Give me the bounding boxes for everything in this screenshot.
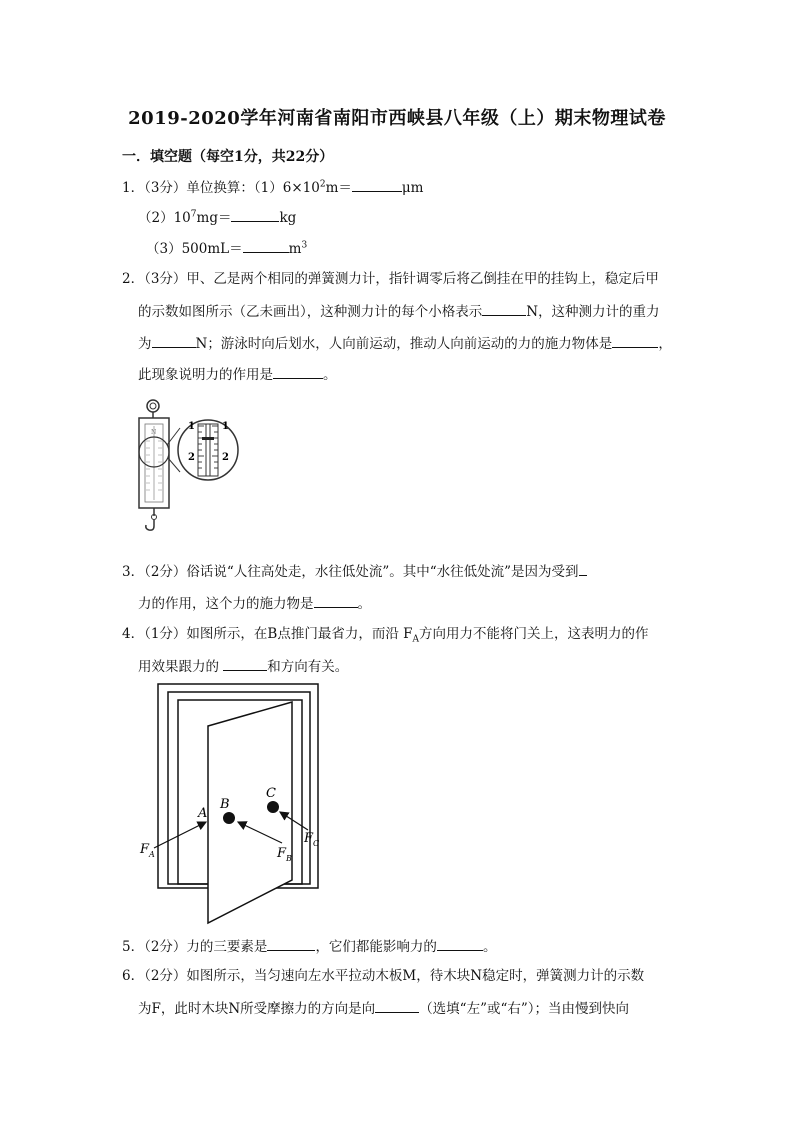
q2-4-text-a: 此现象说明力的作用是: [138, 367, 273, 383]
q4-subscript: A: [412, 634, 420, 645]
answer-blank[interactable]: [243, 238, 289, 253]
q4-line1: [122, 625, 649, 643]
force-fc-label: $F_C$: [304, 831, 320, 848]
q1-2-exponent: 7: [190, 209, 197, 220]
q1-3-unit: m: [288, 241, 302, 257]
scale-label-1-right: 1: [222, 421, 229, 432]
q6-2-text-a: 为F，此时木块N所受摩擦力的方向是向: [138, 1001, 376, 1017]
section-heading: 一．填空题（每空1分，共22分）: [122, 149, 334, 165]
answer-blank[interactable]: [612, 333, 658, 348]
spring-scale-figure: [128, 396, 244, 534]
scale-label-2-right: 2: [222, 452, 229, 463]
q1-3-text-a: （3）500mL＝: [146, 241, 243, 257]
q1-text-a: 1．（3分）单位换算：（1）6×10: [122, 180, 320, 196]
point-c-dot: [267, 801, 279, 813]
answer-blank[interactable]: [437, 936, 483, 951]
q6-line1: 6．（2分）如图所示，当匀速向左水平拉动木板M，待木块N稳定时，弹簧测力计的示数: [122, 968, 645, 984]
point-b-dot: [223, 812, 235, 824]
q1-text-b: m＝: [325, 180, 352, 196]
q2-3-text-b: N；游泳时向后划水，人向前运动，推动人向前运动的力的施力物体是: [195, 336, 613, 352]
scale-ring-inner: [150, 403, 156, 409]
point-c-label: C: [266, 786, 276, 801]
answer-blank[interactable]: [223, 656, 267, 671]
q5-text-b: ，它们都能影响力的: [315, 939, 437, 955]
q1-3-exponent: 3: [301, 240, 308, 251]
answer-blank[interactable]: [231, 207, 279, 222]
q5-text-c: 。: [482, 939, 497, 955]
q2-line2: [138, 301, 660, 321]
magnifier-line-bottom: [168, 458, 180, 472]
q6-2-text-b: （选填“左”或“右”）；当由慢到快向: [419, 1001, 630, 1017]
q6-line2: [138, 998, 629, 1018]
answer-blank[interactable]: [352, 177, 402, 192]
q2-line1: 2．（3分）甲、乙是两个相同的弹簧测力计，指针调零后将乙倒挂在甲的挂钩上，稳定后甲: [122, 271, 659, 287]
q4-2-text-b: 和方向有关。: [267, 659, 349, 675]
scale-unit-label: N: [151, 429, 157, 436]
q3-line2: [138, 593, 371, 613]
answer-blank[interactable]: [152, 333, 196, 348]
point-a-label: A: [198, 806, 208, 821]
q2-4-text-b: 。: [323, 367, 337, 383]
force-fa-arrow: [154, 822, 206, 848]
q4-2-text-a: 用效果跟力的: [138, 659, 224, 675]
door-panel: [208, 702, 292, 923]
scale-pointer: [202, 437, 214, 440]
force-fb-label: $F_B$: [277, 846, 292, 863]
answer-blank[interactable]: [314, 593, 358, 608]
q1-2-unit: kg: [279, 210, 297, 226]
answer-blank[interactable]: [579, 561, 587, 576]
scale-hook: [146, 520, 154, 530]
q4-text-a: 4．（1分）如图所示，在B点推门最省力，而沿 F: [122, 626, 413, 642]
q3-line1: [122, 561, 587, 581]
q2-text-b: N，这种测力计的重力: [526, 304, 660, 320]
scale-ring: [147, 400, 159, 412]
q3-2-text-b: 。: [357, 596, 371, 612]
q3-2-text-a: 力的作用，这个力的施力物是: [138, 596, 314, 612]
force-fa-label: $F_A$: [140, 842, 155, 859]
q2-text-a: 的示数如图所示（乙未画出），这种测力计的每个小格表示: [138, 304, 483, 320]
point-b-label: B: [220, 797, 230, 812]
q1-line1: [122, 177, 423, 197]
q2-3-text-c: ，: [658, 336, 672, 352]
door-figure: [134, 680, 334, 930]
q1-2-text-a: （2）10: [138, 210, 191, 226]
q1-line2: [138, 207, 296, 227]
q2-3-text-a: 为: [138, 336, 152, 352]
q3-text: 3．（2分）俗话说“人往高处走，水往低处流”。其中“水往低处流”是因为受到: [122, 564, 579, 580]
exam-title: 2019-2020学年河南省南阳市西峡县八年级（上）期末物理试卷: [128, 108, 666, 129]
q5-text-a: 5．（2分）力的三要素是: [122, 939, 268, 955]
scale-label-1-left: 1: [188, 421, 195, 432]
answer-blank[interactable]: [267, 936, 315, 951]
q4-text-b: 方向用力不能将门关上，这表明力的作: [419, 626, 649, 642]
q1-line3: [146, 238, 307, 258]
scale-label-2-left: 2: [188, 452, 195, 463]
q1-exponent: 2: [319, 179, 326, 190]
q1-unit: μm: [401, 180, 424, 196]
answer-blank[interactable]: [273, 364, 323, 379]
q2-line4: [138, 364, 337, 384]
answer-blank[interactable]: [482, 301, 526, 316]
q4-line2: [138, 656, 348, 676]
q2-line3: [138, 333, 672, 353]
q5-line1: [122, 936, 496, 956]
answer-blank[interactable]: [375, 998, 419, 1013]
q1-2-text-b: mg＝: [196, 210, 232, 226]
